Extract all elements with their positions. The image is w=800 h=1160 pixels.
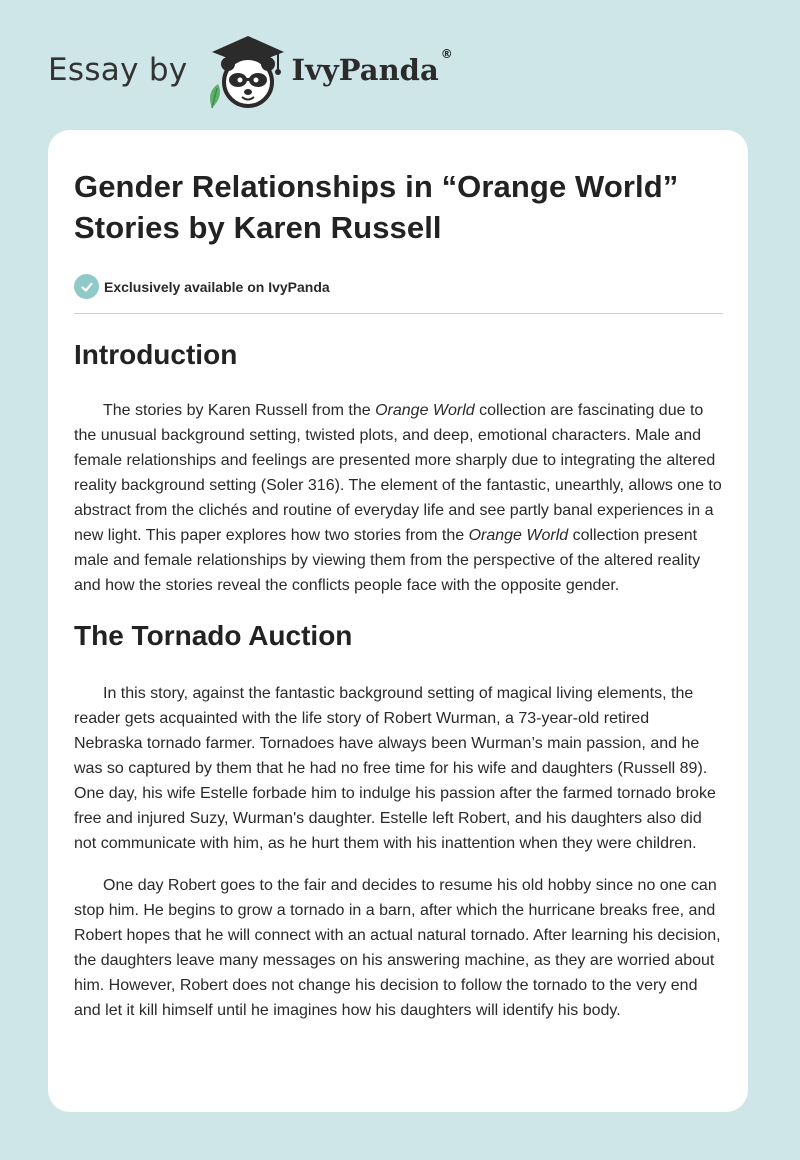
section-heading-tornado-auction: The Tornado Auction — [74, 620, 353, 651]
panda-graduate-icon[interactable] — [202, 30, 288, 110]
section-heading-introduction: Introduction — [74, 339, 238, 370]
book-title-italic: Orange World — [375, 402, 475, 419]
check-icon — [74, 274, 99, 299]
registered-mark: ® — [440, 47, 453, 61]
paragraph-tornado-2: One day Robert goes to the fair and decides to resume his old hobby since no one can stop him. He begins to grow a tornado in a barn, after which the hurricane breaks free, and Robert hopes that he will connect with an actual natural tornado. After learning his decision, the daughters leave many messages on his answering machine, as they are worried about him. However, Robert does not change his decision to follow the tornado to the very end and let it kill himself until he imagines how his daughters will identify his body. — [74, 877, 721, 1019]
text-run: The stories by Karen Russell from the — [103, 402, 376, 419]
divider — [74, 313, 723, 314]
brand-name-text: IvyPanda — [291, 53, 439, 87]
exclusive-label: Exclusively available on IvyPanda — [104, 278, 330, 295]
paragraph-introduction — [74, 398, 722, 598]
paragraph-tornado-1: In this story, against the fantastic background setting of magical living elements, the reader gets acquainted with the life story of Robert Wurman, a 73-year-old retired Nebraska tornado farmer. Tornadoes have always been Wurman’s main passion, and he was so captured by them that he had no free time for his wife and daughters (Russell 89). One day, his wife Estelle forbade him to indulge his passion after the farmed tornado broke free and injured Suzy, Wurman's daughter. Estelle left Robert, and his daughters also did not communicate with him, as he hurt them with his inattention when they were children. — [74, 685, 716, 852]
book-title-italic: Orange World — [468, 527, 569, 544]
text-run: collection present male and female relationships by viewing them from the perspective of the altered reality and how the stories reveal the conflicts people face with the opposite gender. — [74, 527, 701, 594]
article-card — [48, 130, 748, 1112]
article-title: Gender Relationships in “Orange World” Stories by Karen Russell — [74, 169, 679, 245]
text-run: collection are fascinating due to the unusual background setting, twisted plots, and deep, emotional characters. Male and female relationships and feelings are presented more sharply due to integrating the altered reality background setting (Soler 316). The element of the fantastic, unearthly, allows one to abstract from the clichés and routine of everyday life and see partly banal experiences in a new light. This paper explores how two stories from the — [74, 402, 722, 544]
site-header — [48, 30, 453, 110]
brand-prefix: Essay by — [48, 52, 188, 88]
exclusive-badge — [74, 274, 722, 299]
brand-name[interactable] — [291, 47, 453, 87]
